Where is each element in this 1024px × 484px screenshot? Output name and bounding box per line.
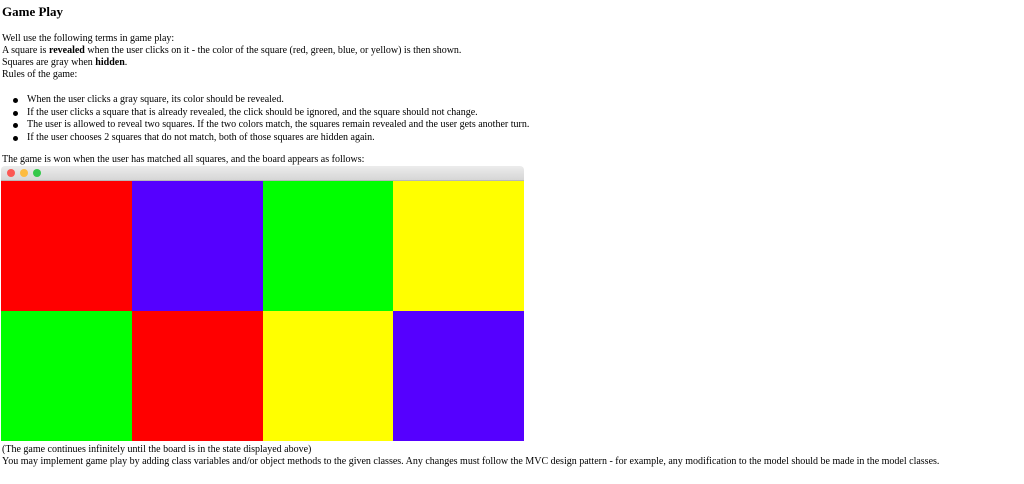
continues-note: (The game continues infinitely until the board is in the state displayed above) [2, 444, 312, 455]
square-red [1, 181, 132, 311]
bullet-icon [13, 123, 18, 128]
minimize-window-icon [20, 169, 28, 177]
rule-text: If the user clicks a square that is already revealed, the click should be ignored, and the square should not change. [27, 106, 478, 118]
window-titlebar [1, 166, 524, 181]
square-red [132, 311, 263, 441]
hidden-prefix: Squares are gray when [2, 57, 96, 68]
maximize-window-icon [33, 169, 41, 177]
square-blue [393, 311, 524, 441]
bullet-icon [13, 136, 18, 141]
revealed-definition [2, 45, 461, 58]
rule-item [0, 132, 529, 145]
rule-text: If the user chooses 2 squares that do not match, both of those squares are hidden again. [27, 131, 375, 143]
rule-item [0, 94, 529, 107]
won-text: The game is won when the user has matched all squares, and the board appears as follows: [2, 154, 365, 165]
rules-list [0, 94, 529, 144]
close-window-icon [7, 169, 15, 177]
bullet-icon [13, 98, 18, 103]
rule-text: The user is allowed to reveal two squares. If the two colors match, the squares remain revealed and the user gets another turn. [27, 119, 530, 130]
square-yellow [263, 311, 393, 441]
hidden-suffix: . [124, 57, 128, 68]
rule-item [0, 107, 529, 120]
implementation-note: You may implement game play by adding class variables and/or object methods to the given classes. Any changes must follow the MVC design pattern - for example, any modification to the model should be made in the model classes. [2, 456, 940, 467]
rule-item [0, 119, 529, 132]
bullet-icon [13, 111, 18, 116]
rule-text: When the user clicks a gray square, its color should be revealed. [27, 94, 284, 105]
square-blue [132, 181, 263, 311]
revealed-term: revealed [48, 45, 85, 56]
game-window-screenshot [1, 166, 524, 441]
page-title: Game Play [2, 4, 64, 19]
square-yellow [393, 181, 524, 311]
game-board [1, 181, 524, 441]
revealed-prefix: A square is [2, 45, 49, 56]
hidden-definition [2, 57, 127, 70]
square-green [263, 181, 393, 311]
rules-label: Rules of the game: [2, 69, 78, 80]
hidden-term: hidden [95, 57, 125, 68]
square-green [1, 311, 132, 441]
intro-text: Well use the following terms in game play: [2, 33, 175, 44]
revealed-suffix: when the user clicks on it - the color of the square (red, green, blue, or yellow) is then shown. [84, 45, 462, 56]
